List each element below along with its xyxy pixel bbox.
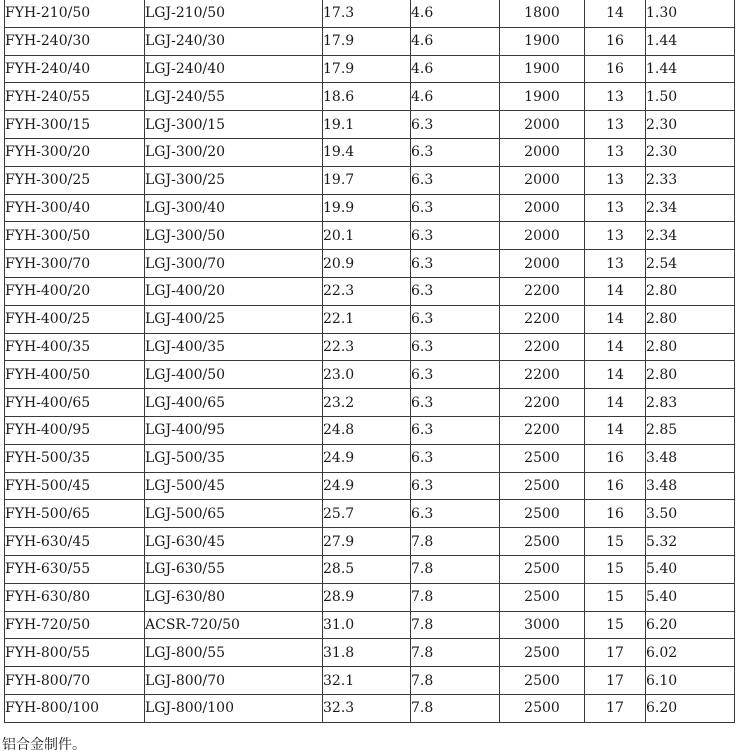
length-cell: 1900	[500, 83, 585, 111]
thickness-cell: 6.3	[411, 194, 500, 222]
model-cell: FYH-400/95	[5, 416, 145, 444]
count-cell: 17	[585, 639, 646, 667]
diameter-cell: 17.9	[323, 55, 411, 83]
length-cell: 2000	[500, 166, 585, 194]
model-cell: FYH-630/45	[5, 528, 145, 556]
diameter-cell: 19.7	[323, 166, 411, 194]
count-cell: 16	[585, 472, 646, 500]
table-row	[5, 333, 735, 361]
conductor-cell: LGJ-300/70	[145, 250, 323, 278]
count-cell: 14	[585, 305, 646, 333]
conductor-cell: LGJ-400/20	[145, 277, 323, 305]
length-cell: 2200	[500, 333, 585, 361]
model-cell: FYH-630/80	[5, 583, 145, 611]
thickness-cell: 6.3	[411, 111, 500, 139]
thickness-cell: 6.3	[411, 361, 500, 389]
count-cell: 17	[585, 694, 646, 722]
thickness-cell: 6.3	[411, 277, 500, 305]
length-cell: 2500	[500, 639, 585, 667]
model-cell: FYH-630/55	[5, 555, 145, 583]
thickness-cell: 6.3	[411, 444, 500, 472]
length-cell: 2000	[500, 111, 585, 139]
diameter-cell: 18.6	[323, 83, 411, 111]
thickness-cell: 4.6	[411, 83, 500, 111]
conductor-cell: LGJ-800/70	[145, 667, 323, 695]
thickness-cell: 6.3	[411, 250, 500, 278]
weight-cell: 6.10	[646, 667, 735, 695]
table-row	[5, 528, 735, 556]
thickness-cell: 7.8	[411, 555, 500, 583]
weight-cell: 6.20	[646, 611, 735, 639]
table-row	[5, 694, 735, 722]
weight-cell: 2.80	[646, 277, 735, 305]
conductor-cell: LGJ-500/35	[145, 444, 323, 472]
table-row	[5, 305, 735, 333]
thickness-cell: 6.3	[411, 389, 500, 417]
thickness-cell: 7.8	[411, 667, 500, 695]
length-cell: 2500	[500, 444, 585, 472]
count-cell: 16	[585, 444, 646, 472]
diameter-cell: 19.4	[323, 138, 411, 166]
weight-cell: 2.30	[646, 138, 735, 166]
weight-cell: 3.48	[646, 472, 735, 500]
weight-cell: 2.80	[646, 333, 735, 361]
count-cell: 14	[585, 389, 646, 417]
count-cell: 15	[585, 528, 646, 556]
conductor-cell: LGJ-240/40	[145, 55, 323, 83]
table-row	[5, 55, 735, 83]
length-cell: 2200	[500, 389, 585, 417]
length-cell: 3000	[500, 611, 585, 639]
table-row	[5, 166, 735, 194]
diameter-cell: 19.9	[323, 194, 411, 222]
table-row	[5, 472, 735, 500]
conductor-cell: LGJ-800/100	[145, 694, 323, 722]
count-cell: 15	[585, 583, 646, 611]
model-cell: FYH-300/50	[5, 222, 145, 250]
length-cell: 2000	[500, 194, 585, 222]
conductor-cell: ACSR-720/50	[145, 611, 323, 639]
weight-cell: 2.80	[646, 361, 735, 389]
diameter-cell: 17.9	[323, 27, 411, 55]
length-cell: 2500	[500, 528, 585, 556]
model-cell: FYH-400/50	[5, 361, 145, 389]
thickness-cell: 7.8	[411, 694, 500, 722]
model-cell: FYH-800/55	[5, 639, 145, 667]
conductor-cell: LGJ-630/80	[145, 583, 323, 611]
conductor-cell: LGJ-400/50	[145, 361, 323, 389]
conductor-cell: LGJ-400/35	[145, 333, 323, 361]
weight-cell: 2.54	[646, 250, 735, 278]
conductor-cell: LGJ-210/50	[145, 0, 323, 27]
conductor-cell: LGJ-300/25	[145, 166, 323, 194]
table-row	[5, 138, 735, 166]
diameter-cell: 17.3	[323, 0, 411, 27]
conductor-cell: LGJ-400/95	[145, 416, 323, 444]
weight-cell: 3.48	[646, 444, 735, 472]
table-row	[5, 555, 735, 583]
count-cell: 13	[585, 138, 646, 166]
weight-cell: 2.34	[646, 222, 735, 250]
count-cell: 16	[585, 27, 646, 55]
count-cell: 14	[585, 333, 646, 361]
thickness-cell: 6.3	[411, 472, 500, 500]
thickness-cell: 4.6	[411, 0, 500, 27]
thickness-cell: 6.3	[411, 222, 500, 250]
diameter-cell: 32.1	[323, 667, 411, 695]
weight-cell: 2.33	[646, 166, 735, 194]
count-cell: 13	[585, 194, 646, 222]
table-row	[5, 500, 735, 528]
count-cell: 13	[585, 222, 646, 250]
count-cell: 14	[585, 0, 646, 27]
model-cell: FYH-300/40	[5, 194, 145, 222]
model-cell: FYH-240/40	[5, 55, 145, 83]
conductor-cell: LGJ-300/15	[145, 111, 323, 139]
length-cell: 2200	[500, 305, 585, 333]
thickness-cell: 7.8	[411, 611, 500, 639]
table-row	[5, 389, 735, 417]
count-cell: 15	[585, 555, 646, 583]
diameter-cell: 23.0	[323, 361, 411, 389]
length-cell: 2500	[500, 555, 585, 583]
length-cell: 2500	[500, 472, 585, 500]
thickness-cell: 4.6	[411, 55, 500, 83]
table-row	[5, 27, 735, 55]
spec-table-body	[5, 0, 735, 722]
model-cell: FYH-300/25	[5, 166, 145, 194]
thickness-cell: 6.3	[411, 500, 500, 528]
length-cell: 2500	[500, 667, 585, 695]
thickness-cell: 6.3	[411, 416, 500, 444]
weight-cell: 2.30	[646, 111, 735, 139]
length-cell: 2200	[500, 277, 585, 305]
table-row	[5, 0, 735, 27]
diameter-cell: 28.9	[323, 583, 411, 611]
length-cell: 1900	[500, 27, 585, 55]
thickness-cell: 6.3	[411, 166, 500, 194]
model-cell: FYH-400/65	[5, 389, 145, 417]
table-row	[5, 639, 735, 667]
count-cell: 13	[585, 250, 646, 278]
diameter-cell: 32.3	[323, 694, 411, 722]
length-cell: 2000	[500, 250, 585, 278]
count-cell: 14	[585, 361, 646, 389]
diameter-cell: 22.3	[323, 333, 411, 361]
spec-table	[4, 0, 735, 723]
table-row	[5, 250, 735, 278]
model-cell: FYH-400/25	[5, 305, 145, 333]
conductor-cell: LGJ-300/20	[145, 138, 323, 166]
table-row	[5, 222, 735, 250]
count-cell: 13	[585, 111, 646, 139]
length-cell: 2200	[500, 361, 585, 389]
table-row	[5, 667, 735, 695]
count-cell: 16	[585, 55, 646, 83]
table-row	[5, 416, 735, 444]
conductor-cell: LGJ-300/50	[145, 222, 323, 250]
weight-cell: 1.44	[646, 55, 735, 83]
weight-cell: 1.44	[646, 27, 735, 55]
diameter-cell: 19.1	[323, 111, 411, 139]
model-cell: FYH-400/20	[5, 277, 145, 305]
thickness-cell: 6.3	[411, 305, 500, 333]
count-cell: 14	[585, 416, 646, 444]
conductor-cell: LGJ-500/45	[145, 472, 323, 500]
conductor-cell: LGJ-400/25	[145, 305, 323, 333]
thickness-cell: 4.6	[411, 27, 500, 55]
diameter-cell: 23.2	[323, 389, 411, 417]
diameter-cell: 24.9	[323, 472, 411, 500]
length-cell: 2200	[500, 416, 585, 444]
weight-cell: 2.85	[646, 416, 735, 444]
count-cell: 13	[585, 83, 646, 111]
table-row	[5, 611, 735, 639]
thickness-cell: 7.8	[411, 639, 500, 667]
weight-cell: 2.80	[646, 305, 735, 333]
length-cell: 2500	[500, 500, 585, 528]
diameter-cell: 28.5	[323, 555, 411, 583]
diameter-cell: 31.0	[323, 611, 411, 639]
diameter-cell: 25.7	[323, 500, 411, 528]
footnote-text: 铝合金制件。	[2, 737, 86, 753]
table-row	[5, 361, 735, 389]
length-cell: 2000	[500, 138, 585, 166]
weight-cell: 2.83	[646, 389, 735, 417]
diameter-cell: 20.9	[323, 250, 411, 278]
diameter-cell: 22.1	[323, 305, 411, 333]
thickness-cell: 7.8	[411, 583, 500, 611]
diameter-cell: 27.9	[323, 528, 411, 556]
length-cell: 2500	[500, 694, 585, 722]
length-cell: 1900	[500, 55, 585, 83]
count-cell: 13	[585, 166, 646, 194]
length-cell: 2000	[500, 222, 585, 250]
model-cell: FYH-500/45	[5, 472, 145, 500]
weight-cell: 5.40	[646, 555, 735, 583]
conductor-cell: LGJ-800/55	[145, 639, 323, 667]
weight-cell: 5.32	[646, 528, 735, 556]
model-cell: FYH-800/70	[5, 667, 145, 695]
length-cell: 2500	[500, 583, 585, 611]
model-cell: FYH-800/100	[5, 694, 145, 722]
count-cell: 16	[585, 500, 646, 528]
model-cell: FYH-210/50	[5, 0, 145, 27]
conductor-cell: LGJ-240/55	[145, 83, 323, 111]
model-cell: FYH-500/65	[5, 500, 145, 528]
weight-cell: 5.40	[646, 583, 735, 611]
count-cell: 17	[585, 667, 646, 695]
diameter-cell: 22.3	[323, 277, 411, 305]
table-row	[5, 277, 735, 305]
conductor-cell: LGJ-500/65	[145, 500, 323, 528]
conductor-cell: LGJ-240/30	[145, 27, 323, 55]
weight-cell: 3.50	[646, 500, 735, 528]
thickness-cell: 7.8	[411, 528, 500, 556]
table-row	[5, 583, 735, 611]
length-cell: 1800	[500, 0, 585, 27]
count-cell: 15	[585, 611, 646, 639]
table-row	[5, 444, 735, 472]
diameter-cell: 24.9	[323, 444, 411, 472]
model-cell: FYH-300/70	[5, 250, 145, 278]
table-row	[5, 194, 735, 222]
model-cell: FYH-400/35	[5, 333, 145, 361]
model-cell: FYH-500/35	[5, 444, 145, 472]
conductor-cell: LGJ-300/40	[145, 194, 323, 222]
conductor-cell: LGJ-400/65	[145, 389, 323, 417]
weight-cell: 6.20	[646, 694, 735, 722]
table-row	[5, 111, 735, 139]
weight-cell: 6.02	[646, 639, 735, 667]
weight-cell: 2.34	[646, 194, 735, 222]
thickness-cell: 6.3	[411, 138, 500, 166]
conductor-cell: LGJ-630/45	[145, 528, 323, 556]
model-cell: FYH-240/55	[5, 83, 145, 111]
model-cell: FYH-300/20	[5, 138, 145, 166]
diameter-cell: 20.1	[323, 222, 411, 250]
count-cell: 14	[585, 277, 646, 305]
model-cell: FYH-240/30	[5, 27, 145, 55]
table-row	[5, 83, 735, 111]
thickness-cell: 6.3	[411, 333, 500, 361]
conductor-cell: LGJ-630/55	[145, 555, 323, 583]
diameter-cell: 31.8	[323, 639, 411, 667]
weight-cell: 1.30	[646, 0, 735, 27]
weight-cell: 1.50	[646, 83, 735, 111]
diameter-cell: 24.8	[323, 416, 411, 444]
model-cell: FYH-300/15	[5, 111, 145, 139]
model-cell: FYH-720/50	[5, 611, 145, 639]
